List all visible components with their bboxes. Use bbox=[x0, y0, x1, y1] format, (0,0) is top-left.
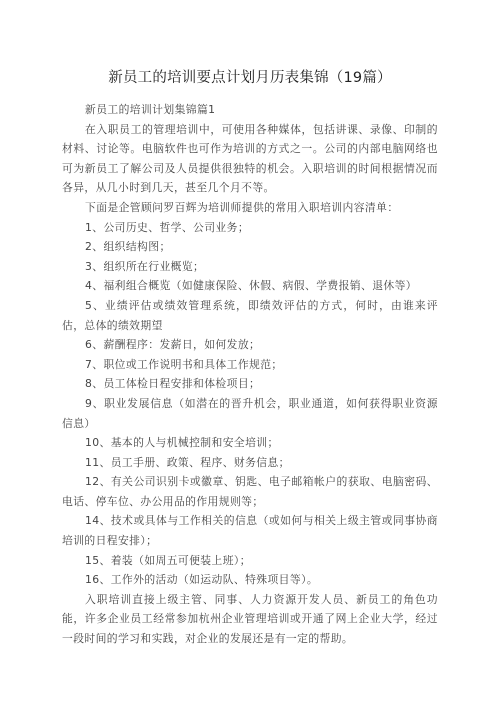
list-item: 7、职位或工作说明书和具体工作规范； bbox=[85, 357, 283, 371]
list-item: 3、组织所在行业概览； bbox=[85, 259, 205, 273]
list-item: 5、业绩评估或绩效管理系统，即绩效评估的方式，何时，由谁来评估，总体的绩效期望 bbox=[62, 298, 438, 332]
list-item: 6、薪酬程序：发薪日，如何发放； bbox=[85, 338, 261, 352]
document-title: 新员工的培训要点计划月历表集锦（19篇） bbox=[108, 70, 392, 86]
document-body bbox=[62, 100, 438, 649]
intro-paragraph: 在入职员工的管理培训中，可使用各种媒体，包括讲课、录像、印制的材料、讨论等。电脑软件也可作为培训的方式之一。公司的内部电脑网络也可为新员工了解公司及人员提供很独特的机会。入职培训的时间根据情况而各异，从几小时到几天，甚至几个月不等。 bbox=[62, 122, 438, 195]
list-item: 10、基本的人与机械控制和安全培训； bbox=[85, 436, 279, 450]
list-item: 9、职业发展信息（如潜在的晋升机会，职业通道，如何获得职业资源信息） bbox=[62, 396, 438, 430]
list-item: 15、着装（如周五可便装上班）； bbox=[85, 553, 251, 567]
list-intro-paragraph: 下面是企管顾问罗百辉为培训师提供的常用入职培训内容清单： bbox=[85, 200, 399, 214]
list-item: 4、福利组合概览（如健康保险、休假、病假、学费报销、退休等） bbox=[85, 279, 417, 293]
section-heading: 新员工的培训计划集锦篇1 bbox=[85, 103, 216, 116]
list-item: 12、有关公司识别卡或徽章、钥匙、电子邮箱帐户的获取、电脑密码、电话、停车位、办公用品的作用规则等； bbox=[62, 475, 438, 508]
list-item: 14、技术或具体与工作相关的信息（或如何与相关上级主管或同事协商培训的日程安排）； bbox=[62, 514, 438, 548]
list-item: 8、员工体检日程安排和体检项目； bbox=[85, 377, 261, 391]
list-item: 2、组织结构图； bbox=[85, 240, 171, 254]
list-item: 16、工作外的活动（如运动队、特殊项目等）。 bbox=[85, 573, 319, 587]
list-item: 1、公司历史、哲学、公司业务； bbox=[85, 220, 250, 234]
list-item: 11、员工手册、政策、程序、财务信息； bbox=[85, 455, 290, 469]
closing-paragraph: 入职培训直接上级主管、同事、人力资源开发人员、新员工的角色功能，许多企业员工经常参加杭州企业管理培训或开通了网上企业大学，经过一段时间的学习和实践，对企业的发展还是有一定的帮助。 bbox=[62, 592, 438, 646]
